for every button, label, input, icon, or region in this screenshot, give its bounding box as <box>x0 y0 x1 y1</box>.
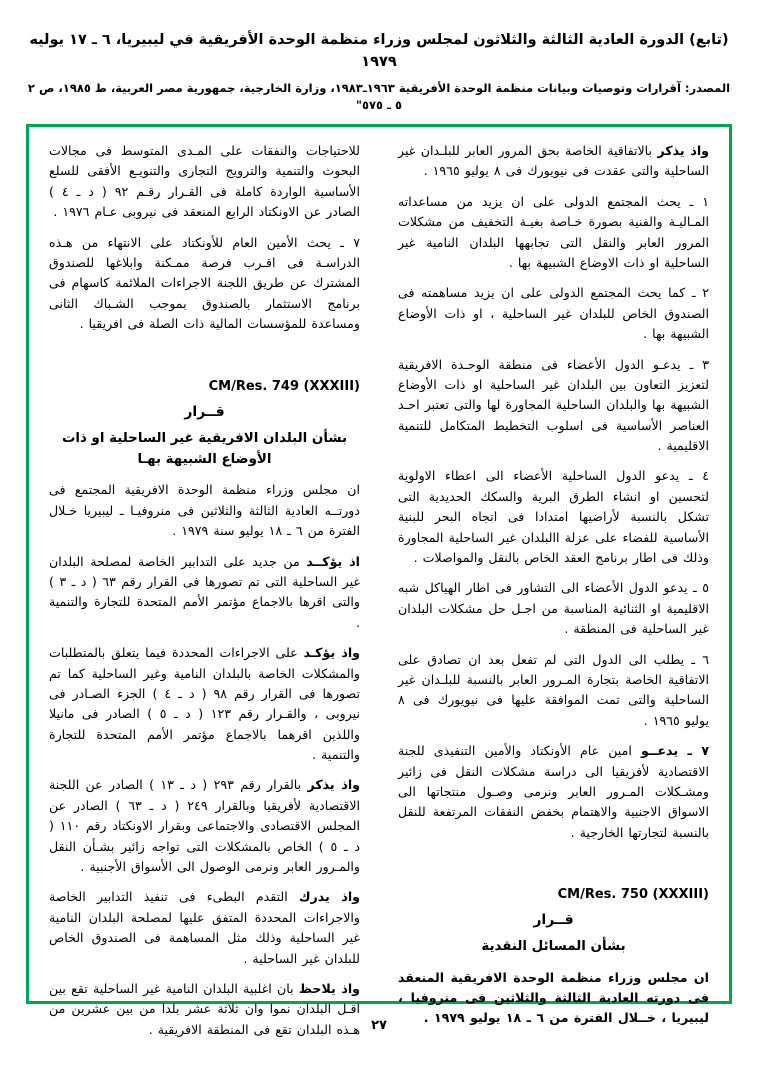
right-column <box>392 141 715 1026</box>
paragraph <box>49 979 360 1040</box>
paragraph <box>49 141 360 223</box>
paragraph <box>398 741 709 843</box>
paragraph <box>398 192 709 274</box>
paragraph <box>49 887 360 969</box>
page-number: ٢٧ <box>371 1018 387 1033</box>
paragraph-lead: واذ يذكر <box>307 777 360 793</box>
paragraph <box>49 643 360 765</box>
paragraph-text: بالاتفاقية الخاصة بحق المرور العابر للبلـدان غير الساحلية والتى عقدت فى نيويورك فى ٨ يوليو ١٩٦٥ . <box>398 143 709 179</box>
paragraph-text: التقدم البطىء فى تنفيذ التدابير الخاصة والاجراءات المحددة المتفق عليها لمصلحة البلدان النامية غير الساحلية وذلك مثل المساهمة فى الصندوق الخاص للبلدان غير الساحلية . <box>49 889 360 966</box>
resolution-subject: بشأن البلدان الافريقية غير الساحلية او ذات الأوضاع الشبيهة بهـا <box>61 430 348 467</box>
resolution-subject: بشأن المسائل النقدية <box>481 939 626 955</box>
paragraph <box>49 480 360 541</box>
paragraph-lead: واذ يؤكـد <box>303 645 360 661</box>
paragraph-text: على الاجراءات المحددة فيما يتعلق بالمتطلبات والمشكلات الخاصة بالبلدان النامية وغير الساحلية كما تم تصورها فى القرار رقم ٩٨ ( د ـ ٤ ) الجزء الصـادر فى نيروبى ، والقـرار رقم ١٢٣ ( د ـ ٥ ) الصادر فى مانيلا واللذين اقرهما بالاجماع مؤتمر الأمم المتحدة للتجارة والتنمية . <box>49 645 360 763</box>
paragraph <box>398 283 709 344</box>
resolution-id: CM/Res. 750 (XXXIII) <box>557 887 709 903</box>
paragraph <box>398 355 709 457</box>
paragraph-text: امين عام الأونكتاد والأمين التنفيذى للجنة الاقتصادية لأفريقيا الى دراسة مشكلات النقل فى زائير ومشـكلات المـرور العابر ونرمى وصـول منتجاتها الى الاسواق الاجنبية والاهتمام بخفض النفقات المرتفعة للنقل بالنسبة لتجارتها الخارجية . <box>398 743 709 840</box>
paragraph-text: ان مجلس وزراء منظمة الوحدة الافريقية المجتمع فى دورتــه العادية الثالثة والثلاثين فى منروفيـا ـ ليبيريا خـلال الفترة من ٦ ـ ١٨ يوليو سنة ١٩٧٩ . <box>49 482 360 539</box>
paragraph-text: ٢ ـ كما يحث المجتمع الدولى على ان يزيد مساهمته فى الصندوق الخاص للبلدان غير الساحلية ، او ذات الأوضاع الشبيهة بها . <box>398 285 709 342</box>
paragraph <box>398 466 709 568</box>
paragraph-text: ٣ ـ يدعـو الدول الأعضاء فى منطقة الوحـدة الافريقية لتعزيز التعاون بين البلدان غير الساحلية او ذات الأوضاع الشبيهة بها والبلدان الساحلية المجاورة لها والتى تعتبر احـد العناصر الأساسية فى اسلوب التخطيط المتكامل للتنمية الاقليمية . <box>398 356 709 454</box>
resolution-preamble: ان مجلس وزراء منظمة الوحدة الافريقية المنعقد فى دورته العادية الثالثة والثلاثين فى منروفيا ، ليبيريا ، خــلال الفترة من ٦ ـ ١٨ يوليو ١٩٧٩ . <box>398 969 709 1026</box>
paragraph-text: ٥ ـ يدعو الدول الأعضاء الى التشاور فى اطار الهياكل شبه الاقليمية او الثنائية المناسبة من اجـل حل مشكلات البلدان غير الساحلية فى المنطقة . <box>398 580 709 637</box>
resolution-id: CM/Res. 749 (XXXIII) <box>208 378 360 394</box>
paragraph <box>49 775 360 877</box>
paragraph-text: بان اغلبية البلدان النامية غير الساحلية تقع بين اقـل البلدان نموا وان ثلاثة عشر بلدا من بين عشرين من هـذه البلدان تقع فى المنطقة الافريقية . <box>49 980 360 1037</box>
page-header <box>26 30 732 114</box>
paragraph-text: من جديد على التدابير الخاصة لمصلحة البلدان غير الساحلية التى تم تصورها فى القرار رقم ٦٣ ( د ـ ٣ ) والتى اقرها بالاجماع مؤتمر الأمم المتحدة للتجارة والتنمية . <box>49 553 360 630</box>
paragraph <box>49 552 360 634</box>
paragraph-text: ١ ـ يحث المجتمع الدولى على ان يزيد من مساعداته المـاليـة والفنية بصورة خـاصة بغيـة التخفيف من مشكلات المرور العابر والنقل التى تجابهها البلدان النامية غير الساحلية او ذات الاوضاع الشبيهة بها . <box>398 193 709 270</box>
paragraph <box>398 141 709 182</box>
paragraph-lead: واذ يلاحظ <box>298 980 360 996</box>
paragraph-lead: اذ يؤكــد <box>306 553 360 569</box>
resolution-heading: قــرار <box>533 912 574 929</box>
paragraph-lead: ٧ ـ يدعــو <box>640 743 709 759</box>
paragraph-text: بالقرار رقم ٢٩٣ ( د ـ ١٣ ) الصادر عن اللجنة الاقتصادية لأفريقيا وبالقرار ٢٤٩ ( د ـ ٦٣ ) الصادر عن المجلس الاقتصادى والاجتماعى وبقرار الاونكتاد رقم ١١٠ ( د ـ ٥ ) الخاص بالمشكلات التى تواجه زائير بشـأن النقل والمـرور العابر ونرمى الوصول الى الأسواق الأجنبية . <box>49 777 361 875</box>
paragraph <box>49 233 360 335</box>
paragraph-text: ٧ ـ يحث الأمين العام للأونكتاد على الانتهاء من هـذه الدراسـة فى اقـرب فرصة ممـكنة وابلاغها للصندوق المشترك عن طريق اللجنة الاجراءات الملائمة كاسهام فى برنامج الاستثمار بالصندوق بموجب الشـباك الثانى ومساعدة للمؤسسات المالية ذات الصلة فى افريقيا . <box>49 234 360 332</box>
paragraph-text: للاحتياجات والنفقات على المـدى المتوسط فى مجالات البحوث والتنمية والترويج التجارى والتنويـع الأفقى للسلع الأساسية الواردة كاملة فى القـرار رقـم ٩٢ ( د ـ ٤ ) الصادر عن الاونكتاد الرابع المنعقد فى نيروبى عـام ١٩٧٦ . <box>49 143 360 220</box>
left-column <box>43 141 366 1037</box>
page-source-note: المصدر: آقرارات وتوصيات وبيانات منظمة الوحدة الأفريقية ١٩٦٣ـ١٩٨٣، وزارة الخارجية، جمهورية مصر العربية، ط ١٩٨٥، ص ٢ ٥ ـ ٥٧٥" <box>27 80 731 112</box>
paragraph-lead: واذ يذكر <box>657 143 709 158</box>
page-title: (تابع) الدورة العادية الثالثة والثلاثون لمجلس وزراء منظمة الوحدة الأفريقية في ليبيريا، ٦ ـ ١٧ يوليه ١٩٧٩ <box>29 32 729 70</box>
paragraph-text: ٦ ـ يطلب الى الدول التى لم تفعل بعد ان تصادق على الاتفاقية الخاصة بتجارة المـرور العابر بالنسبة للبلـدان غير الساحلية والتى تمت الموافقة عليها فى نيويورك فى ٨ يوليو ١٩٦٥ . <box>398 651 709 728</box>
paragraph <box>398 650 709 732</box>
paragraph-text: ٤ ـ يدعو الدول الساحلية الأعضاء الى اعطاء الاولوية لتحسين او انشاء الطرق البرية والسكك الحديدية التى تشكل بالنسبة لأراضيها امتدادا فى اتجاه البحر للبنية الأساسية للفضاء على عزلة االبلدان غير الساحلية المجاورة وذلك فى اطار برنامج العقد الخاص بالنقل والمواصلات . <box>398 468 709 566</box>
paragraph-lead: واذ يدرك <box>298 889 360 905</box>
paragraph <box>398 578 709 639</box>
resolution-heading: قــرار <box>184 403 225 420</box>
